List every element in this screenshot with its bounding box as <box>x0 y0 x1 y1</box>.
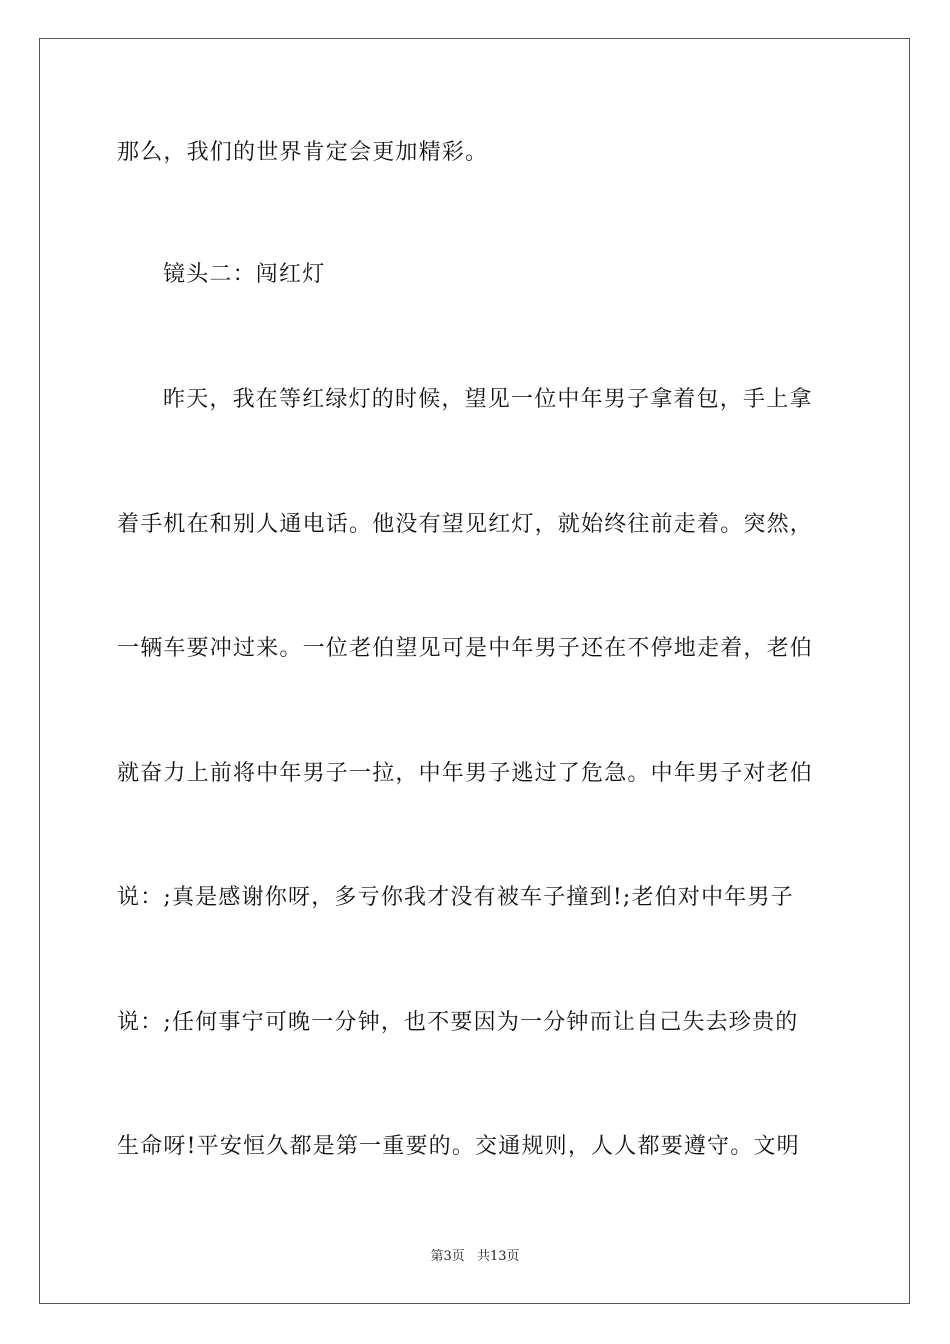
paragraph-line: 生命呀!平安恒久都是第一重要的。交通规则，人人都要遵守。文明 <box>117 1134 800 1159</box>
paragraph-line: 那么，我们的世界肯定会更加精彩。 <box>117 140 489 165</box>
paragraph-line: 就奋力上前将中年男子一拉，中年男子逃过了危急。中年男子对老伯 <box>117 761 814 786</box>
section-heading: 镜头二：闯红灯 <box>163 262 326 287</box>
paragraph-line: 说：;真是感谢你呀，多亏你我才没有被车子撞到!;老伯对中年男子 <box>117 885 794 910</box>
page-total: 共13页 <box>476 1249 520 1264</box>
page-number: 第3页 <box>430 1249 465 1264</box>
paragraph-line: 一辆车要冲过来。一位老伯望见可是中年男子还在不停地走着，老伯 <box>117 636 814 661</box>
paragraph-line: 昨天，我在等红绿灯的时候，望见一位中年男子拿着包，手上拿 <box>163 387 813 412</box>
paragraph-line: 说：;任何事宁可晚一分钟，也不要因为一分钟而让自己失去珍贵的 <box>117 1010 799 1035</box>
page-border <box>39 38 910 1304</box>
page-footer <box>0 1248 950 1266</box>
paragraph-line: 着手机在和别人通电话。他没有望见红灯，就始终往前走着。突然， <box>117 512 814 537</box>
